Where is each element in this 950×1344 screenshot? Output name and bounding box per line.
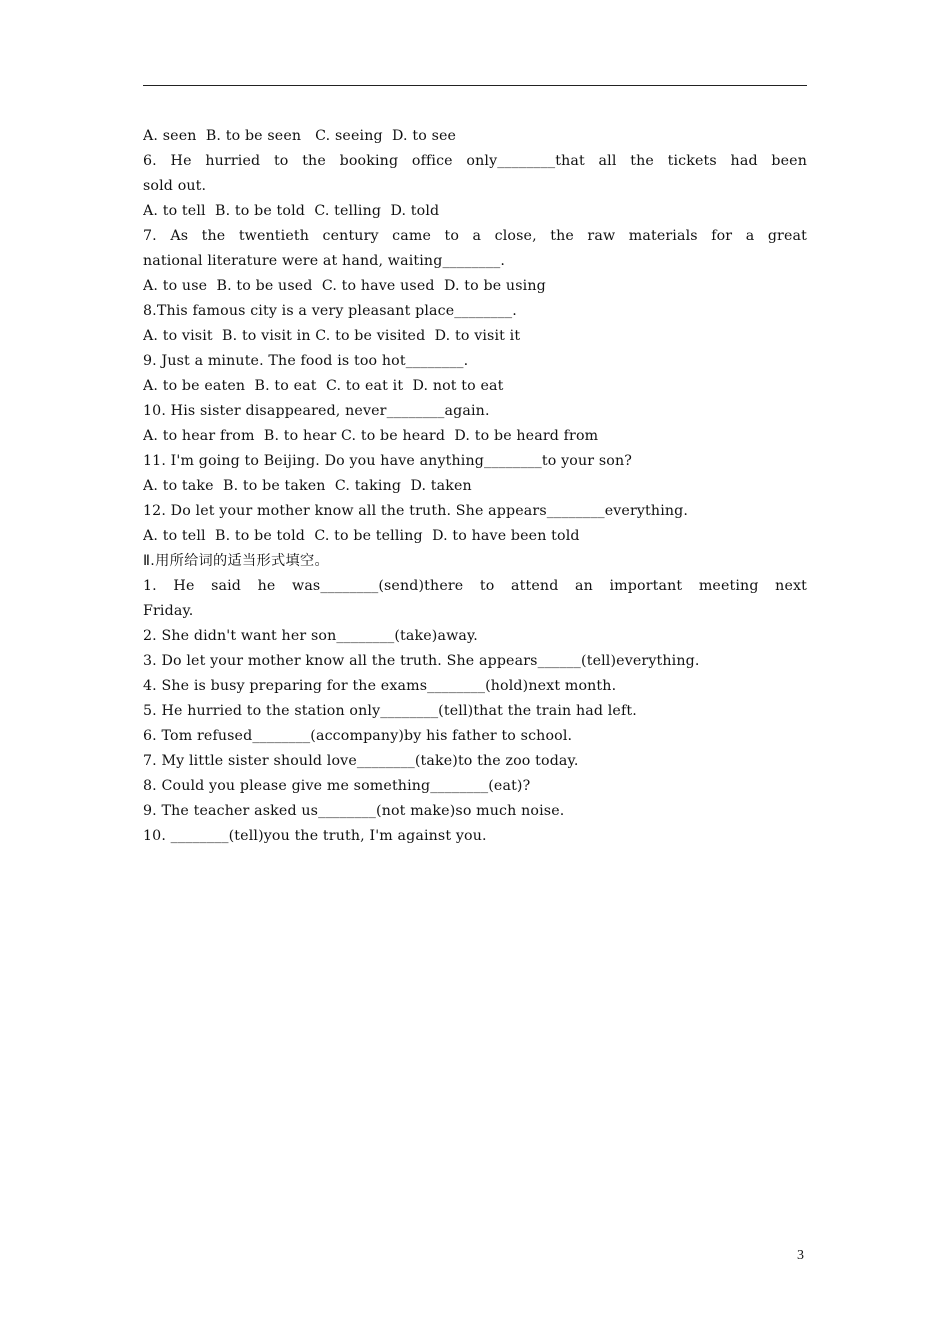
fill-10: 10. ________(tell)you the truth, I'm against you. <box>143 828 487 844</box>
fill-8: 8. Could you please give me something________(eat)? <box>143 778 531 794</box>
q6-stem-cont: sold out. <box>143 178 207 194</box>
fill-1-cont: Friday. <box>143 603 194 619</box>
q7-stem-cont: national literature were at hand, waiting________. <box>143 253 506 269</box>
page-number: 3 <box>797 1248 804 1263</box>
q6-stem: 6. He hurried to the booking office only________that all the tickets had been <box>143 153 807 169</box>
q11-stem: 11. I'm going to Beijing. Do you have anything________to your son? <box>143 453 633 469</box>
section-2-heading: Ⅱ.用所给词的适当形式填空。 <box>143 553 329 569</box>
fill-4: 4. She is busy preparing for the exams________(hold)next month. <box>143 678 617 694</box>
fill-5: 5. He hurried to the station only________(tell)that the train had left. <box>143 703 637 719</box>
q12-stem: 12. Do let your mother know all the truth. She appears________everything. <box>143 503 689 519</box>
q10-stem: 10. His sister disappeared, never________again. <box>143 403 490 419</box>
q9-stem: 9. Just a minute. The food is too hot________. <box>143 353 469 369</box>
fill-2: 2. She didn't want her son________(take)away. <box>143 628 478 644</box>
fill-6: 6. Tom refused________(accompany)by his father to school. <box>143 728 573 744</box>
fill-1: 1. He said he was________(send)there to attend an important meeting next <box>143 578 807 594</box>
q7-options: A. to use B. to be used C. to have used D. to be using <box>143 278 546 294</box>
fill-3: 3. Do let your mother know all the truth. She appears______(tell)everything. <box>143 653 700 669</box>
q6-options: A. to tell B. to be told C. telling D. told <box>143 203 440 219</box>
q9-options: A. to be eaten B. to eat C. to eat it D. not to eat <box>143 378 504 394</box>
fill-7: 7. My little sister should love________(take)to the zoo today. <box>143 753 579 769</box>
header-rule <box>143 85 807 86</box>
q11-options: A. to take B. to be taken C. taking D. taken <box>143 478 472 494</box>
q12-options: A. to tell B. to be told C. to be telling D. to have been told <box>143 528 580 544</box>
q10-options: A. to hear from B. to hear C. to be heard D. to be heard from <box>143 428 599 444</box>
q7-stem: 7. As the twentieth century came to a close, the raw materials for a great <box>143 228 807 244</box>
fill-9: 9. The teacher asked us________(not make)so much noise. <box>143 803 565 819</box>
q8-stem: 8.This famous city is a very pleasant place________. <box>143 303 517 319</box>
q8-options: A. to visit B. to visit in C. to be visited D. to visit it <box>143 328 521 344</box>
exercise-content <box>143 124 807 849</box>
q5-options: A. seen B. to be seen C. seeing D. to see <box>143 128 457 144</box>
